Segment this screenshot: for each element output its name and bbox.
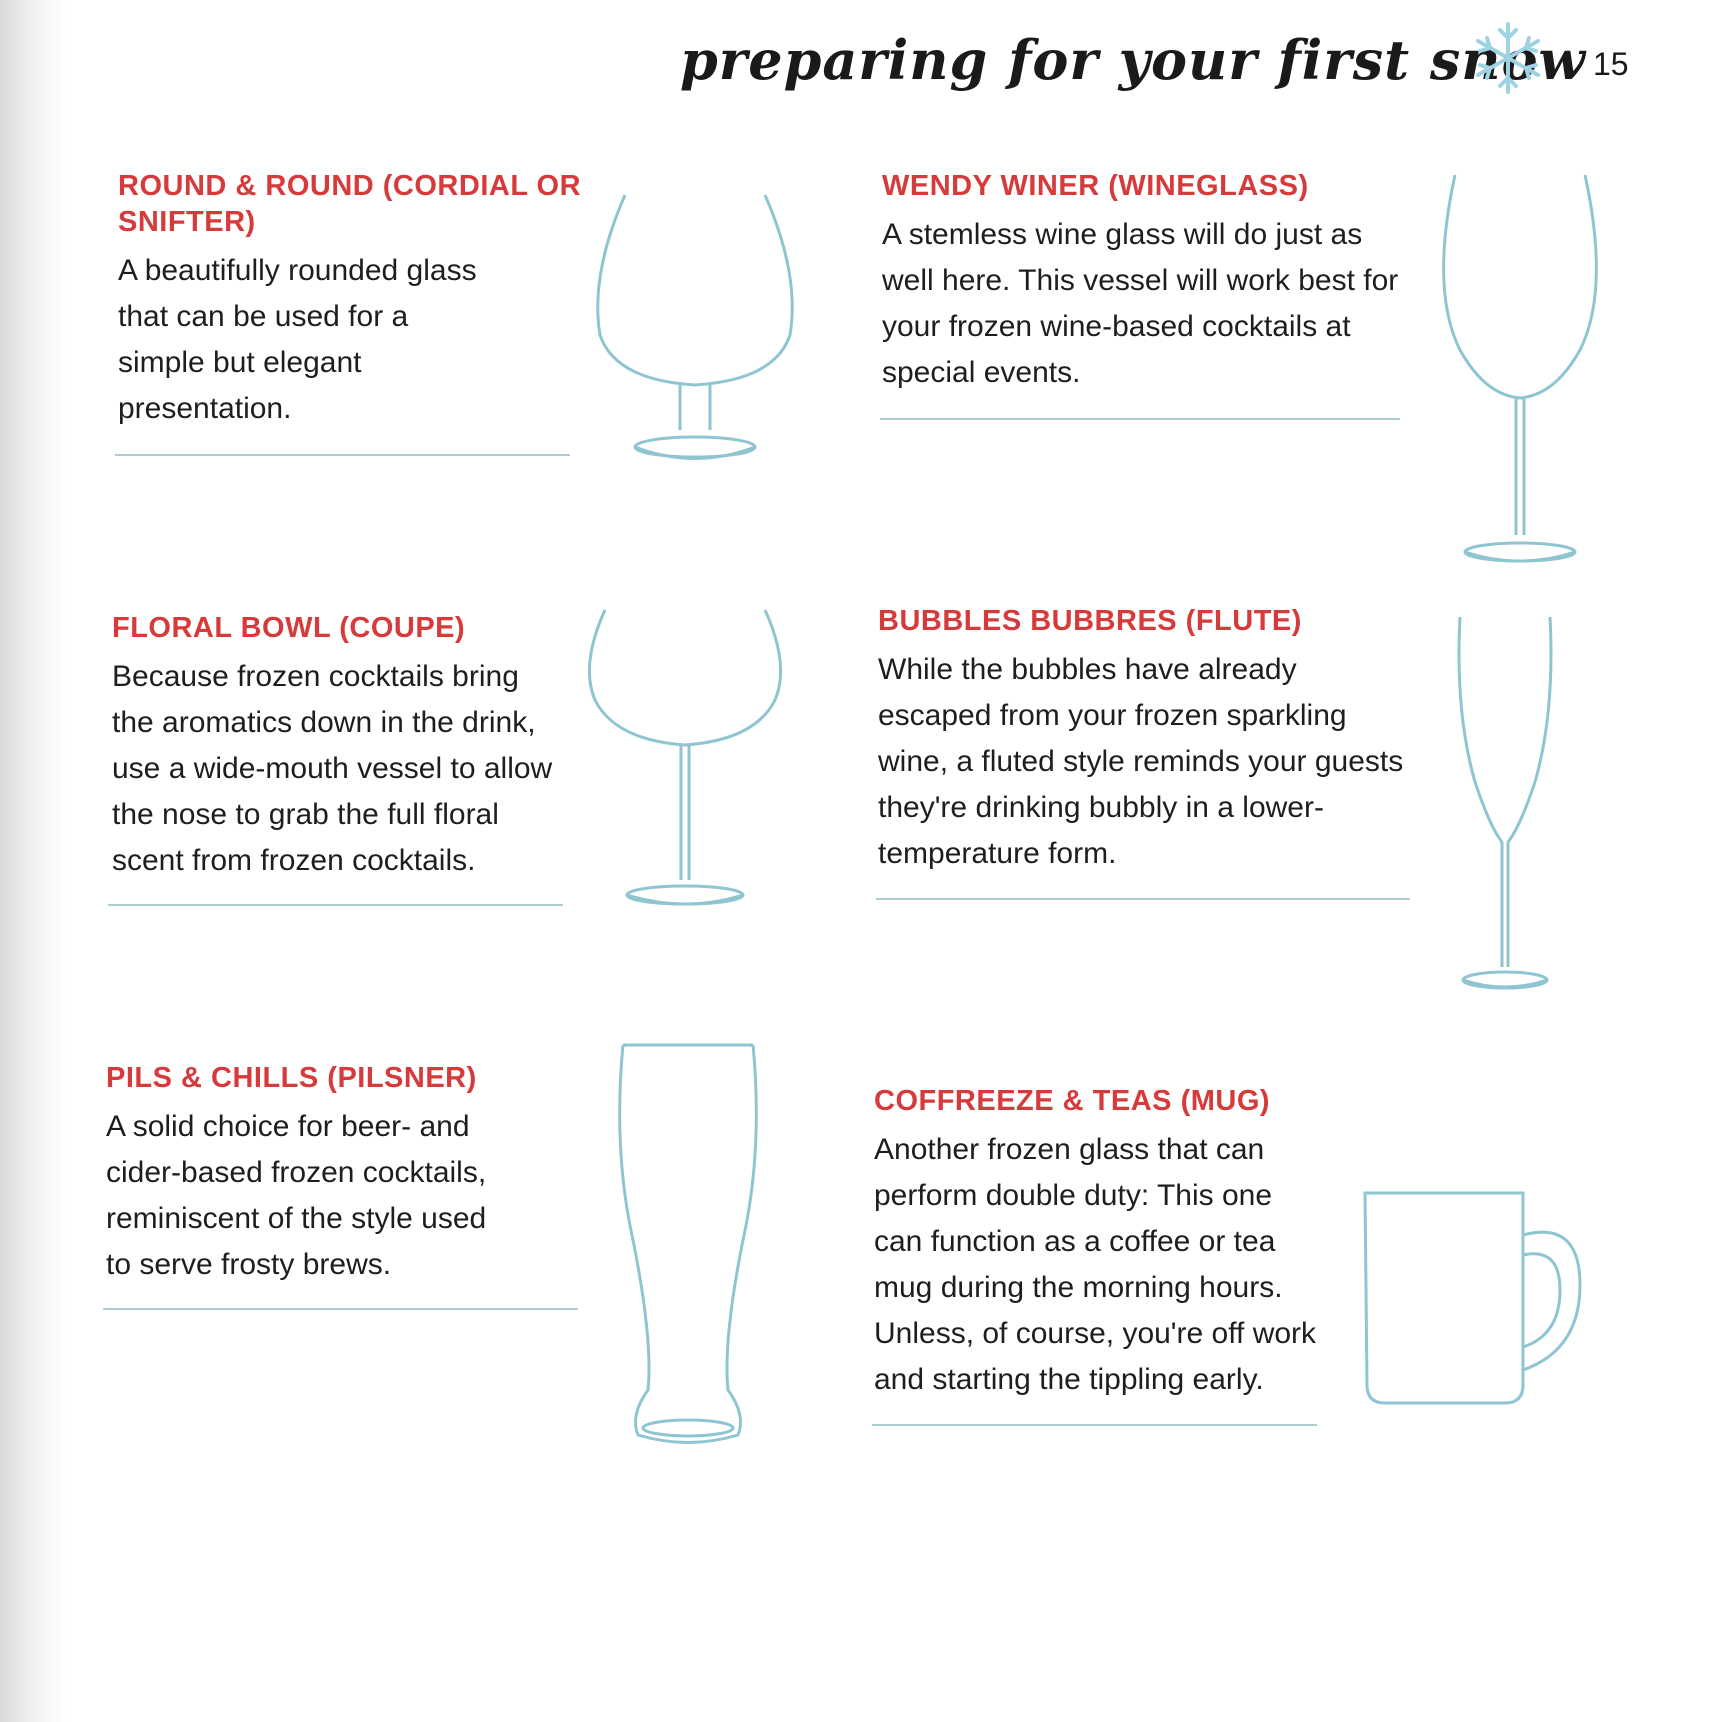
divider	[876, 898, 1410, 900]
page-title: preparing for your first snow	[680, 28, 1586, 92]
snifter-glass-icon	[585, 185, 805, 465]
entry-mug	[874, 1083, 1334, 1403]
entry-flute	[878, 603, 1428, 877]
divider	[115, 454, 570, 456]
entry-title: PILS & CHILLS (PILSNER)	[106, 1062, 477, 1094]
flute-glass-icon	[1440, 612, 1570, 997]
entry-body: Another frozen glass that can perform double duty: This one can function as a coffee or tea mug during the morning hours. Unless, of course, you're off work and starting the tippling early.	[874, 1133, 1317, 1396]
entry-body: Because frozen cocktails bring the aromatics down in the drink, use a wide-mouth vessel to allow the nose to grab the full floral scent from frozen cocktails.	[112, 660, 553, 877]
entry-title: BUBBLES BUBBRES (FLUTE)	[878, 605, 1302, 637]
entry-title: COFFREEZE & TEAS (MUG)	[874, 1085, 1271, 1117]
entry-body: While the bubbles have already escaped from your frozen sparkling wine, a fluted style reminds your guests they're drinking bubbly in a lower-temperature form.	[878, 653, 1404, 870]
entry-body: A beautifully rounded glass that can be used for a simple but elegant presentation.	[118, 254, 477, 425]
snowflake-icon	[1468, 18, 1548, 98]
page-number: 15	[1593, 46, 1629, 82]
divider	[103, 1308, 578, 1310]
wineglass-icon	[1430, 170, 1610, 570]
entry-title: ROUND & ROUND (CORDIAL OR SNIFTER)	[118, 170, 582, 238]
entry-coupe	[112, 610, 572, 884]
divider	[880, 418, 1400, 420]
coupe-glass-icon	[575, 605, 795, 915]
mug-icon	[1355, 1185, 1595, 1415]
entry-wineglass	[882, 168, 1422, 396]
entry-pilsner	[106, 1060, 576, 1288]
entry-body: A solid choice for beer- and cider-based frozen cocktails, reminiscent of the style used to serve frosty brews.	[106, 1110, 487, 1281]
entry-snifter	[118, 168, 598, 432]
page-gutter-shadow	[0, 0, 70, 1722]
divider	[108, 904, 563, 906]
entry-title: WENDY WINER (WINEGLASS)	[882, 170, 1309, 202]
entry-title: FLORAL BOWL (COUPE)	[112, 612, 466, 644]
pilsner-glass-icon	[608, 1040, 768, 1460]
entry-body: A stemless wine glass will do just as well here. This vessel will work best for your frozen wine-based cocktails at special events.	[882, 218, 1399, 389]
divider	[872, 1424, 1317, 1426]
